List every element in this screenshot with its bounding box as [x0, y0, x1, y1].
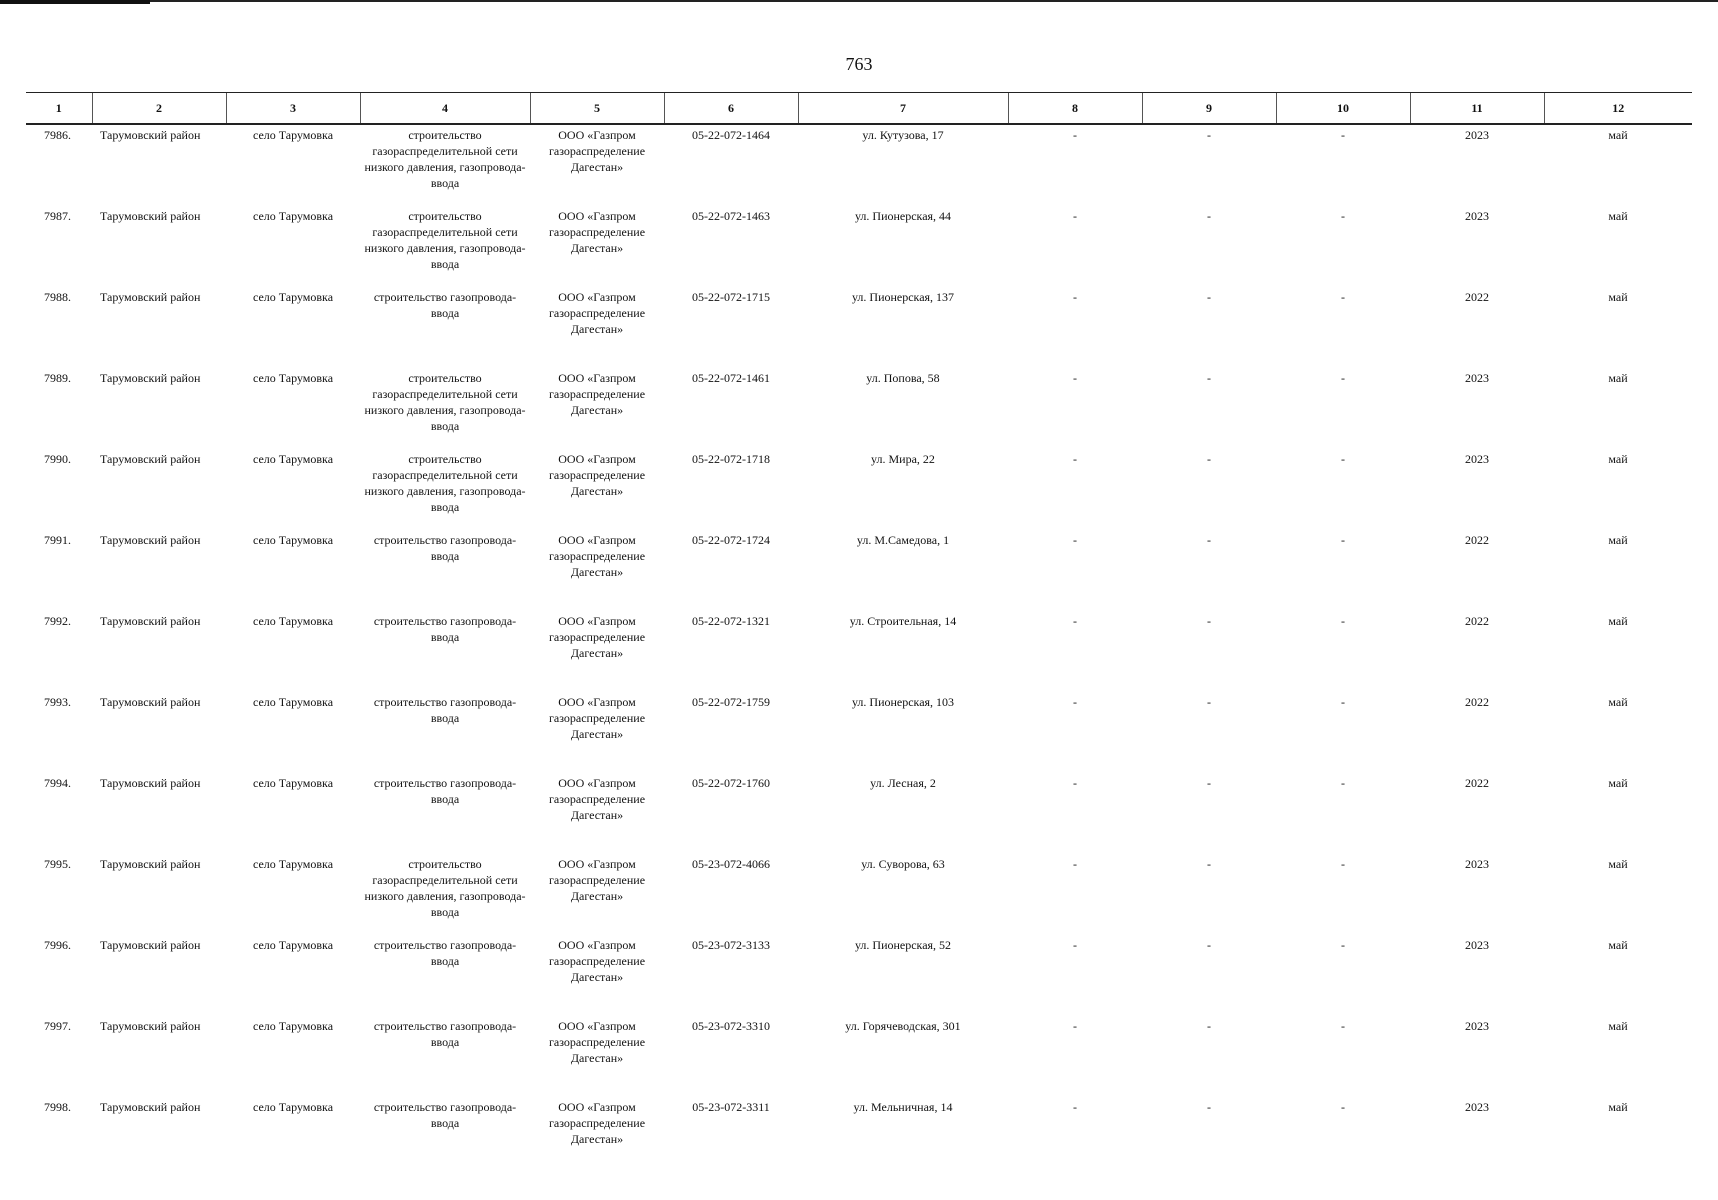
object-code-cell: 05-22-072-1760	[692, 776, 770, 790]
column-9-cell: -	[1207, 695, 1211, 709]
table-row	[26, 611, 1692, 692]
object-code-cell: 05-22-072-1718	[692, 452, 770, 466]
month-cell: май	[1608, 533, 1628, 547]
work-type-cell: строительство газопровода-ввода	[373, 1019, 517, 1049]
address-cell: ул. Кутузова, 17	[862, 128, 944, 142]
month-cell: май	[1608, 938, 1628, 952]
operator-cell: ООО «Газпром газораспределение Дагестан»	[548, 614, 646, 660]
column-10-cell: -	[1341, 209, 1345, 223]
object-code-cell: 05-23-072-3311	[692, 1100, 770, 1114]
column-8-cell: -	[1073, 776, 1077, 790]
row-number-cell: 7996.	[44, 938, 71, 952]
column-10-cell: -	[1341, 938, 1345, 952]
settlement-cell: село Тарумовка	[252, 614, 334, 628]
column-header-5: 5	[530, 93, 664, 125]
row-number-cell: 7992.	[44, 614, 71, 628]
column-9-cell: -	[1207, 371, 1211, 385]
address-cell: ул. Мира, 22	[871, 452, 935, 466]
object-code-cell: 05-23-072-3133	[692, 938, 770, 952]
address-cell: ул. Пионерская, 44	[854, 209, 952, 223]
column-header-1: 1	[26, 93, 92, 125]
column-10-cell: -	[1341, 857, 1345, 871]
address-cell: ул. Лесная, 2	[870, 776, 936, 790]
row-number-cell: 7989.	[44, 371, 71, 385]
settlement-cell: село Тарумовка	[252, 452, 334, 466]
column-header-6: 6	[664, 93, 798, 125]
column-9-cell: -	[1207, 614, 1211, 628]
year-cell: 2022	[1465, 290, 1489, 304]
column-header-10: 10	[1276, 93, 1410, 125]
district-cell: Тарумовский район	[100, 128, 201, 142]
column-9-cell: -	[1207, 452, 1211, 466]
operator-cell: ООО «Газпром газораспределение Дагестан»	[548, 290, 646, 336]
district-cell: Тарумовский район	[100, 209, 201, 223]
row-number-cell: 7995.	[44, 857, 71, 871]
column-header-9: 9	[1142, 93, 1276, 125]
district-cell: Тарумовский район	[100, 452, 201, 466]
column-8-cell: -	[1073, 209, 1077, 223]
address-cell: ул. М.Самедова, 1	[856, 533, 950, 547]
row-number-cell: 7997.	[44, 1019, 71, 1033]
address-cell: ул. Попова, 58	[866, 371, 940, 385]
month-cell: май	[1608, 128, 1628, 142]
month-cell: май	[1608, 857, 1628, 871]
column-header-3: 3	[226, 93, 360, 125]
top-border-rule	[0, 0, 1718, 2]
page-number: 763	[845, 54, 873, 74]
operator-cell: ООО «Газпром газораспределение Дагестан»	[548, 128, 646, 174]
address-cell: ул. Суворова, 63	[861, 857, 945, 871]
column-8-cell: -	[1073, 533, 1077, 547]
operator-cell: ООО «Газпром газораспределение Дагестан»	[548, 938, 646, 984]
district-cell: Тарумовский район	[100, 1100, 201, 1114]
settlement-cell: село Тарумовка	[252, 1019, 334, 1033]
object-code-cell: 05-22-072-1464	[692, 128, 770, 142]
table-row	[26, 854, 1692, 935]
object-code-cell: 05-22-072-1463	[692, 209, 770, 223]
settlement-cell: село Тарумовка	[252, 857, 334, 871]
column-8-cell: -	[1073, 938, 1077, 952]
column-9-cell: -	[1207, 209, 1211, 223]
object-code-cell: 05-22-072-1321	[692, 614, 770, 628]
year-cell: 2022	[1465, 695, 1489, 709]
year-cell: 2023	[1465, 452, 1489, 466]
table-row	[26, 692, 1692, 773]
column-10-cell: -	[1341, 128, 1345, 142]
column-10-cell: -	[1341, 1019, 1345, 1033]
operator-cell: ООО «Газпром газораспределение Дагестан»	[548, 695, 646, 741]
column-header-7: 7	[798, 93, 1008, 125]
district-cell: Тарумовский район	[100, 857, 201, 871]
table-row	[26, 1097, 1692, 1178]
work-type-cell: строительство газораспределительной сети низкого давления, газопровода-ввода	[364, 128, 526, 190]
settlement-cell: село Тарумовка	[252, 938, 334, 952]
year-cell: 2022	[1465, 776, 1489, 790]
column-header-12: 12	[1544, 93, 1692, 125]
column-8-cell: -	[1073, 290, 1077, 304]
object-code-cell: 05-23-072-3310	[692, 1019, 770, 1033]
column-9-cell: -	[1207, 128, 1211, 142]
year-cell: 2022	[1465, 614, 1489, 628]
object-code-cell: 05-22-072-1759	[692, 695, 770, 709]
district-cell: Тарумовский район	[100, 695, 201, 709]
table-row	[26, 124, 1692, 206]
year-cell: 2023	[1465, 938, 1489, 952]
column-8-cell: -	[1073, 614, 1077, 628]
register-table	[26, 92, 1692, 1178]
operator-cell: ООО «Газпром газораспределение Дагестан»	[548, 533, 646, 579]
column-8-cell: -	[1073, 371, 1077, 385]
address-cell: ул. Пионерская, 137	[851, 290, 955, 304]
settlement-cell: село Тарумовка	[252, 695, 334, 709]
work-type-cell: строительство газопровода-ввода	[373, 1100, 517, 1130]
year-cell: 2023	[1465, 209, 1489, 223]
settlement-cell: село Тарумовка	[252, 290, 334, 304]
column-8-cell: -	[1073, 857, 1077, 871]
year-cell: 2023	[1465, 371, 1489, 385]
work-type-cell: строительство газораспределительной сети низкого давления, газопровода-ввода	[364, 857, 526, 919]
column-8-cell: -	[1073, 452, 1077, 466]
month-cell: май	[1608, 1100, 1628, 1114]
address-cell: ул. Пионерская, 52	[854, 938, 952, 952]
district-cell: Тарумовский район	[100, 938, 201, 952]
row-number-cell: 7998.	[44, 1100, 71, 1114]
operator-cell: ООО «Газпром газораспределение Дагестан»	[548, 209, 646, 255]
row-number-cell: 7988.	[44, 290, 71, 304]
month-cell: май	[1608, 452, 1628, 466]
work-type-cell: строительство газопровода-ввода	[373, 776, 517, 806]
column-header-4: 4	[360, 93, 530, 125]
district-cell: Тарумовский район	[100, 371, 201, 385]
table-row	[26, 449, 1692, 530]
table-row	[26, 1016, 1692, 1097]
column-9-cell: -	[1207, 1100, 1211, 1114]
column-9-cell: -	[1207, 857, 1211, 871]
operator-cell: ООО «Газпром газораспределение Дагестан»	[548, 452, 646, 498]
month-cell: май	[1608, 371, 1628, 385]
column-10-cell: -	[1341, 1100, 1345, 1114]
column-10-cell: -	[1341, 533, 1345, 547]
district-cell: Тарумовский район	[100, 776, 201, 790]
column-8-cell: -	[1073, 1019, 1077, 1033]
district-cell: Тарумовский район	[100, 614, 201, 628]
column-10-cell: -	[1341, 776, 1345, 790]
year-cell: 2023	[1465, 1019, 1489, 1033]
row-number-cell: 7991.	[44, 533, 71, 547]
column-header-2: 2	[92, 93, 226, 125]
work-type-cell: строительство газопровода-ввода	[373, 695, 517, 725]
object-code-cell: 05-22-072-1461	[692, 371, 770, 385]
month-cell: май	[1608, 776, 1628, 790]
year-cell: 2023	[1465, 857, 1489, 871]
work-type-cell: строительство газораспределительной сети низкого давления, газопровода-ввода	[364, 371, 526, 433]
table-row	[26, 773, 1692, 854]
operator-cell: ООО «Газпром газораспределение Дагестан»	[548, 371, 646, 417]
operator-cell: ООО «Газпром газораспределение Дагестан»	[548, 1019, 646, 1065]
district-cell: Тарумовский район	[100, 290, 201, 304]
settlement-cell: село Тарумовка	[252, 128, 334, 142]
year-cell: 2023	[1465, 1100, 1489, 1114]
table-body	[26, 124, 1692, 1178]
row-number-cell: 7993.	[44, 695, 71, 709]
month-cell: май	[1608, 290, 1628, 304]
month-cell: май	[1608, 209, 1628, 223]
settlement-cell: село Тарумовка	[252, 533, 334, 547]
row-number-cell: 7987.	[44, 209, 71, 223]
table-row	[26, 206, 1692, 287]
settlement-cell: село Тарумовка	[252, 1100, 334, 1114]
column-10-cell: -	[1341, 695, 1345, 709]
column-10-cell: -	[1341, 614, 1345, 628]
work-type-cell: строительство газопровода-ввода	[373, 290, 517, 320]
district-cell: Тарумовский район	[100, 1019, 201, 1033]
settlement-cell: село Тарумовка	[252, 371, 334, 385]
column-9-cell: -	[1207, 1019, 1211, 1033]
work-type-cell: строительство газораспределительной сети низкого давления, газопровода-ввода	[364, 209, 526, 271]
table-row	[26, 935, 1692, 1016]
table-row	[26, 287, 1692, 368]
column-8-cell: -	[1073, 695, 1077, 709]
month-cell: май	[1608, 1019, 1628, 1033]
address-cell: ул. Пионерская, 103	[851, 695, 955, 709]
work-type-cell: строительство газопровода-ввода	[373, 533, 517, 563]
year-cell: 2023	[1465, 128, 1489, 142]
operator-cell: ООО «Газпром газораспределение Дагестан»	[548, 776, 646, 822]
month-cell: май	[1608, 614, 1628, 628]
table-row	[26, 368, 1692, 449]
address-cell: ул. Мельничная, 14	[853, 1100, 953, 1114]
year-cell: 2022	[1465, 533, 1489, 547]
column-9-cell: -	[1207, 533, 1211, 547]
work-type-cell: строительство газораспределительной сети низкого давления, газопровода-ввода	[364, 452, 526, 514]
work-type-cell: строительство газопровода-ввода	[373, 938, 517, 968]
column-header-8: 8	[1008, 93, 1142, 125]
column-8-cell: -	[1073, 1100, 1077, 1114]
column-10-cell: -	[1341, 290, 1345, 304]
month-cell: май	[1608, 695, 1628, 709]
table-row	[26, 530, 1692, 611]
row-number-cell: 7986.	[44, 128, 71, 142]
row-number-cell: 7990.	[44, 452, 71, 466]
object-code-cell: 05-23-072-4066	[692, 857, 770, 871]
column-9-cell: -	[1207, 776, 1211, 790]
top-border-rule-thick	[0, 0, 150, 4]
column-9-cell: -	[1207, 290, 1211, 304]
district-cell: Тарумовский район	[100, 533, 201, 547]
settlement-cell: село Тарумовка	[252, 776, 334, 790]
work-type-cell: строительство газопровода-ввода	[373, 614, 517, 644]
operator-cell: ООО «Газпром газораспределение Дагестан»	[548, 1100, 646, 1146]
column-9-cell: -	[1207, 938, 1211, 952]
address-cell: ул. Строительная, 14	[849, 614, 957, 628]
column-10-cell: -	[1341, 452, 1345, 466]
object-code-cell: 05-22-072-1724	[692, 533, 770, 547]
header-row	[26, 93, 1692, 125]
row-number-cell: 7994.	[44, 776, 71, 790]
settlement-cell: село Тарумовка	[252, 209, 334, 223]
address-cell: ул. Горячеводская, 301	[845, 1019, 961, 1033]
column-8-cell: -	[1073, 128, 1077, 142]
column-header-11: 11	[1410, 93, 1544, 125]
column-10-cell: -	[1341, 371, 1345, 385]
operator-cell: ООО «Газпром газораспределение Дагестан»	[548, 857, 646, 903]
object-code-cell: 05-22-072-1715	[692, 290, 770, 304]
